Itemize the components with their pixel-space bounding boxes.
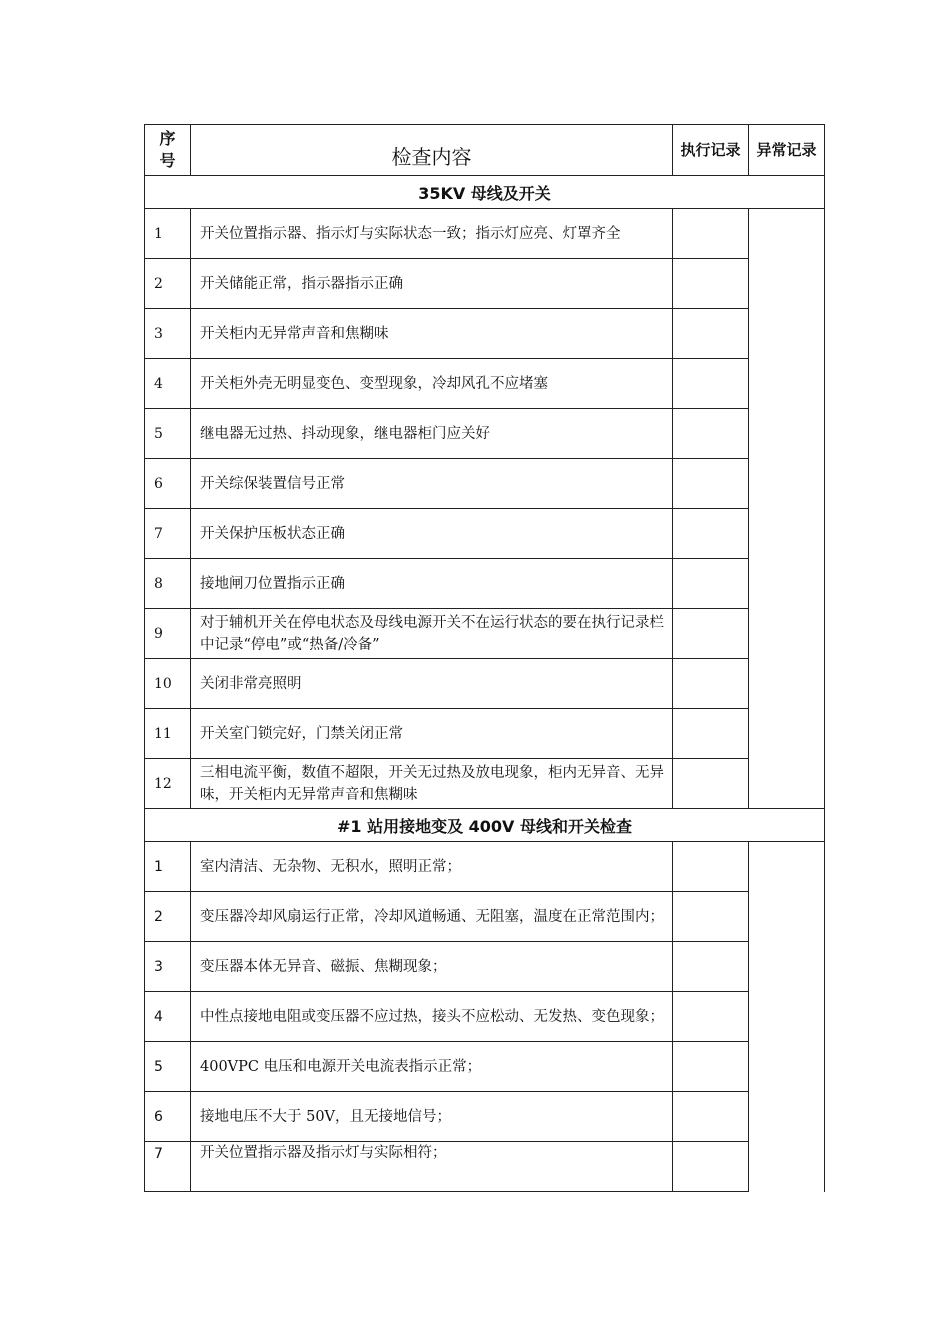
header-content: 检查内容 [191,125,673,176]
exec-record-cell[interactable] [673,942,749,992]
row-seq: 12 [145,759,191,809]
row-seq: 11 [145,709,191,759]
header-exec: 执行记录 [673,125,749,176]
header-row [145,125,825,176]
table-row [145,509,825,559]
header-abnormal: 异常记录 [749,125,825,176]
row-content: 开关室门锁完好，门禁关闭正常 [191,709,673,759]
row-content: 对于辅机开关在停电状态及母线电源开关不在运行状态的要在执行记录栏中记录“停电”或“热备/冷备” [191,609,673,659]
section-row [145,176,825,209]
exec-record-cell[interactable] [673,1092,749,1142]
table-row [145,709,825,759]
row-content: 三相电流平衡，数值不超限，开关无过热及放电现象，柜内无异音、无异味，开关柜内无异常声音和焦糊味 [191,759,673,809]
table-row [145,409,825,459]
row-seq: 1 [145,842,191,892]
header-seq: 序号 [145,125,191,176]
exec-record-cell[interactable] [673,759,749,809]
row-seq: 8 [145,559,191,609]
exec-record-cell[interactable] [673,509,749,559]
row-content: 接地电压不大于 50V，且无接地信号； [191,1092,673,1142]
row-content: 继电器无过热、抖动现象，继电器柜门应关好 [191,409,673,459]
row-content: 开关保护压板状态正确 [191,509,673,559]
exec-record-cell[interactable] [673,1142,749,1192]
row-seq: 4 [145,359,191,409]
exec-record-cell[interactable] [673,609,749,659]
row-content: 接地闸刀位置指示正确 [191,559,673,609]
table-row [145,1092,825,1142]
row-seq: 4 [145,992,191,1042]
table-row [145,559,825,609]
table-row [145,942,825,992]
row-content: 开关柜外壳无明显变色、变型现象，冷却风孔不应堵塞 [191,359,673,409]
table-row [145,842,825,892]
exec-record-cell[interactable] [673,559,749,609]
table-row [145,1142,825,1192]
row-seq: 2 [145,892,191,942]
table-row [145,1042,825,1092]
abnormal-record-cell[interactable] [749,842,825,1192]
row-content: 开关储能正常，指示器指示正确 [191,259,673,309]
exec-record-cell[interactable] [673,659,749,709]
table-row [145,892,825,942]
row-seq: 6 [145,459,191,509]
table-row [145,259,825,309]
exec-record-cell[interactable] [673,1042,749,1092]
exec-record-cell[interactable] [673,409,749,459]
row-content: 关闭非常亮照明 [191,659,673,709]
exec-record-cell[interactable] [673,309,749,359]
row-seq: 7 [145,509,191,559]
section-title: 35KV 母线及开关 [145,176,825,209]
row-seq: 10 [145,659,191,709]
row-content: 开关综保装置信号正常 [191,459,673,509]
row-content: 400VPC 电压和电源开关电流表指示正常； [191,1042,673,1092]
exec-record-cell[interactable] [673,709,749,759]
table-row [145,309,825,359]
table-row [145,759,825,809]
row-content: 开关位置指示器及指示灯与实际相符； [191,1142,673,1192]
row-content: 开关位置指示器、指示灯与实际状态一致；指示灯应亮、灯罩齐全 [191,209,673,259]
section-row [145,809,825,842]
row-content: 中性点接地电阻或变压器不应过热，接头不应松动、无发热、变色现象； [191,992,673,1042]
row-content: 室内清洁、无杂物、无积水，照明正常； [191,842,673,892]
table-row [145,459,825,509]
row-content: 开关柜内无异常声音和焦糊味 [191,309,673,359]
table-row [145,659,825,709]
exec-record-cell[interactable] [673,892,749,942]
table-row [145,209,825,259]
row-seq: 5 [145,1042,191,1092]
row-seq: 3 [145,942,191,992]
exec-record-cell[interactable] [673,209,749,259]
row-seq: 2 [145,259,191,309]
exec-record-cell[interactable] [673,259,749,309]
row-seq: 3 [145,309,191,359]
row-seq: 5 [145,409,191,459]
row-seq: 7 [145,1142,191,1192]
exec-record-cell[interactable] [673,359,749,409]
row-content: 变压器本体无异音、磁振、焦糊现象； [191,942,673,992]
row-seq: 1 [145,209,191,259]
exec-record-cell[interactable] [673,459,749,509]
row-content: 变压器冷却风扇运行正常，冷却风道畅通、无阻塞，温度在正常范围内； [191,892,673,942]
exec-record-cell[interactable] [673,842,749,892]
table-row [145,609,825,659]
exec-record-cell[interactable] [673,992,749,1042]
table-row [145,359,825,409]
inspection-table [144,124,825,1192]
row-seq: 6 [145,1092,191,1142]
section-title: #1 站用接地变及 400V 母线和开关检查 [145,809,825,842]
table-row [145,992,825,1042]
row-seq: 9 [145,609,191,659]
abnormal-record-cell[interactable] [749,209,825,809]
